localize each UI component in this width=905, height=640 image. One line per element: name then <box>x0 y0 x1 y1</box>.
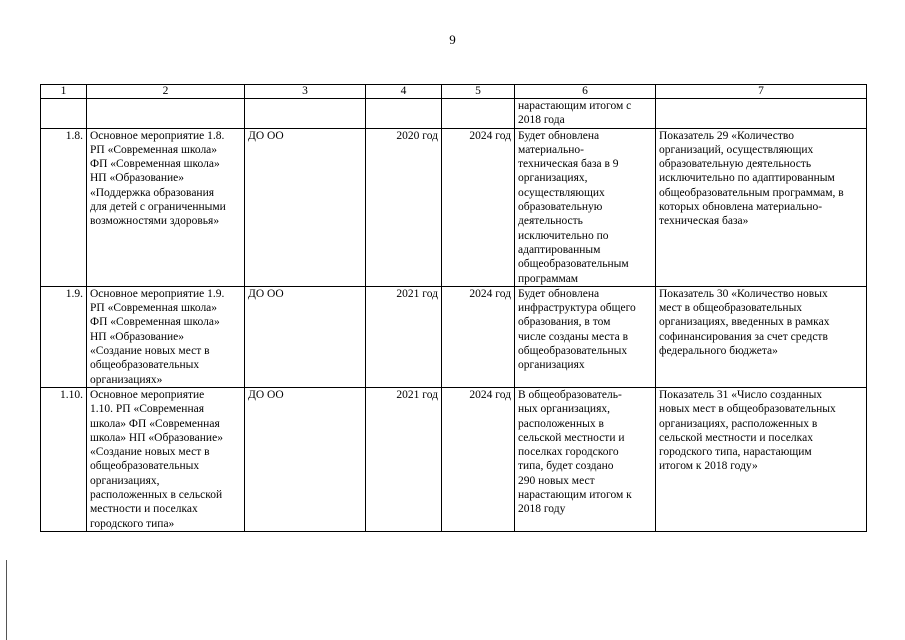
measure-name: Основное мероприятие 1.8. РП «Современная школа» ФП «Современная школа» НП «Образование» «Поддержка образования для детей с ограниченными возможностями здоровья» <box>87 128 245 286</box>
measure-name <box>87 99 245 129</box>
table-row <box>41 99 867 129</box>
start-year: 2021 год <box>366 387 442 531</box>
expected-result: нарастающим итогом с 2018 года <box>515 99 656 129</box>
table-row <box>41 286 867 387</box>
executor: ДО ОО <box>245 286 366 387</box>
measures-table <box>40 84 867 532</box>
start-year: 2020 год <box>366 128 442 286</box>
indicator: Показатель 29 «Количество организаций, осуществляющих образовательную деятельность исключительно по адаптированным общеобразовательным программам, в которых обновлена материально- техническая база» <box>656 128 867 286</box>
end-year <box>442 99 515 129</box>
start-year <box>366 99 442 129</box>
expected-result: В общеобразователь- ных организациях, расположенных в сельской местности и поселках городского типа, будет создано 290 новых мест нарастающим итогом к 2018 году <box>515 387 656 531</box>
column-header: 1 <box>41 85 87 99</box>
table-row <box>41 128 867 286</box>
indicator: Показатель 31 «Число созданных новых мест в общеобразовательных организациях, расположенных в сельской местности и поселках городского типа, нарастающим итогом к 2018 году» <box>656 387 867 531</box>
indicator: Показатель 30 «Количество новых мест в общеобразовательных организациях, введенных в рамках софинансирования за счет средств федерального бюджета» <box>656 286 867 387</box>
executor: ДО ОО <box>245 387 366 531</box>
measure-name: Основное мероприятие 1.9. РП «Современная школа» ФП «Современная школа» НП «Образование» «Создание новых мест в общеобразовательных организациях» <box>87 286 245 387</box>
end-year: 2024 год <box>442 387 515 531</box>
indicator <box>656 99 867 129</box>
start-year: 2021 год <box>366 286 442 387</box>
column-header: 3 <box>245 85 366 99</box>
scan-edge-line <box>6 560 7 640</box>
expected-result: Будет обновлена материально- техническая база в 9 организациях, осуществляющих образовательную деятельность исключительно по адаптированным общеобразовательным программам <box>515 128 656 286</box>
row-number: 1.9. <box>41 286 87 387</box>
row-number: 1.8. <box>41 128 87 286</box>
end-year: 2024 год <box>442 286 515 387</box>
page-number: 9 <box>449 32 456 47</box>
column-header: 2 <box>87 85 245 99</box>
executor: ДО ОО <box>245 128 366 286</box>
expected-result: Будет обновлена инфраструктура общего образования, в том числе созданы места в общеобразовательных организациях <box>515 286 656 387</box>
column-header: 5 <box>442 85 515 99</box>
column-header: 6 <box>515 85 656 99</box>
executor <box>245 99 366 129</box>
measure-name: Основное мероприятие 1.10. РП «Современная школа» ФП «Современная школа» НП «Образование» «Создание новых мест в общеобразовательных организациях, расположенных в сельской местности и поселках городского типа» <box>87 387 245 531</box>
table-header-row <box>41 85 867 99</box>
column-header: 4 <box>366 85 442 99</box>
end-year: 2024 год <box>442 128 515 286</box>
table-row <box>41 387 867 531</box>
column-header: 7 <box>656 85 867 99</box>
row-number: 1.10. <box>41 387 87 531</box>
row-number <box>41 99 87 129</box>
